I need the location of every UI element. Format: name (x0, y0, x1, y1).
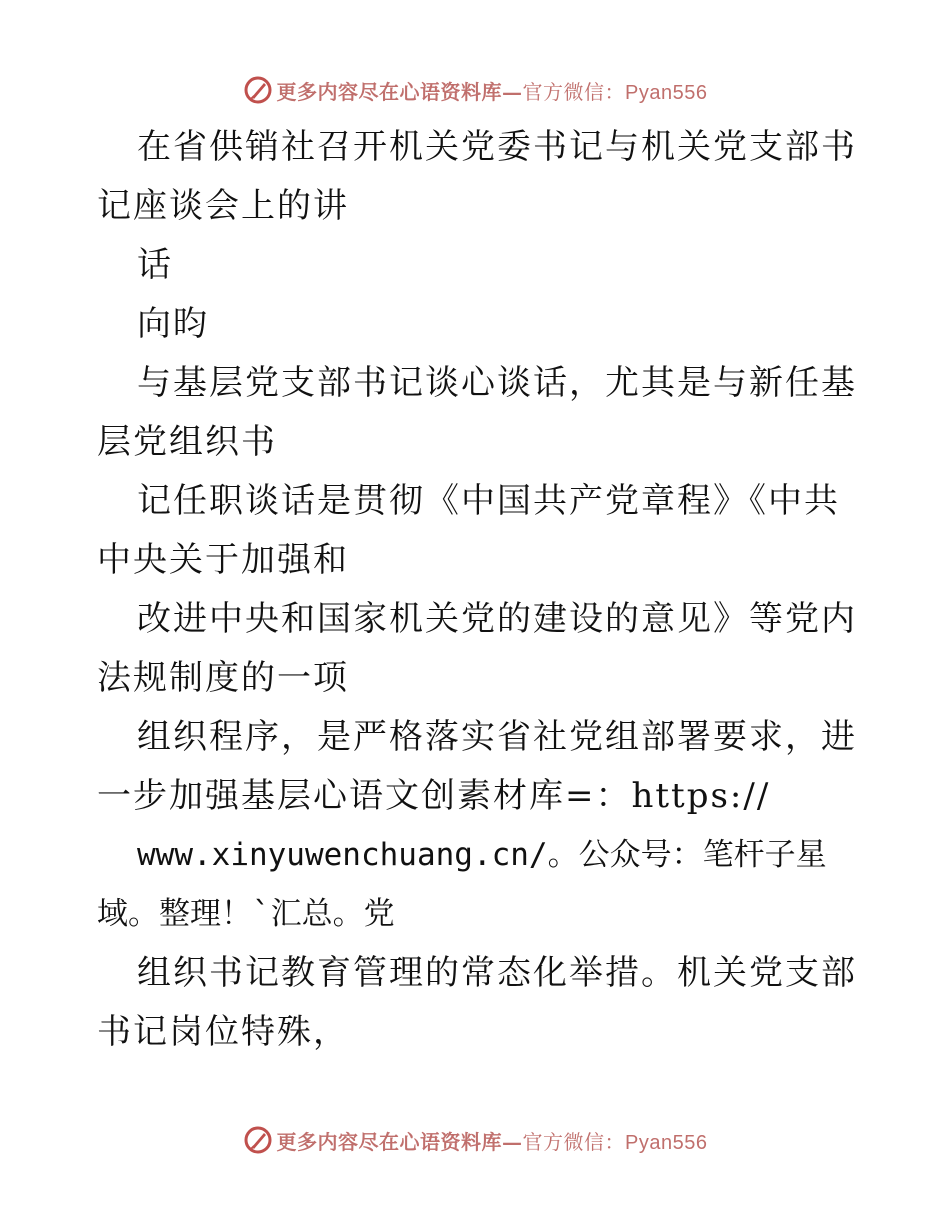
document-body (97, 118, 857, 1062)
quill-logo-icon (243, 75, 273, 105)
banner-main-text: 更多内容尽在心语资料库 (276, 1129, 503, 1154)
paragraph-url: www.xinyuwenchuang.cn/。公众号：笔杆子星域。整理！`汇总。党 (97, 837, 827, 932)
paragraph: 与基层党支部书记谈心谈话，尤其是与新任基层党组织书 (97, 363, 857, 462)
banner-main-text: 更多内容尽在心语资料库 (276, 79, 503, 104)
banner-dash: — (502, 79, 523, 104)
banner-wechat-id: Pyan556 (625, 81, 708, 104)
paragraph-author: 向昀 (137, 304, 209, 344)
banner-wechat-label: 官方微信： (522, 79, 626, 104)
paragraph: 组织程序，是严格落实省社党组部署要求，进一步加强基层心语文创素材库=：https:// (97, 717, 857, 816)
banner-dash: — (502, 1129, 523, 1154)
paragraph: 改进中央和国家机关党的建设的意见》等党内法规制度的一项 (97, 599, 857, 698)
paragraph: 组织书记教育管理的常态化举措。机关党支部书记岗位特殊， (97, 953, 857, 1052)
footer-banner (0, 1120, 950, 1160)
banner-text (277, 1126, 708, 1155)
banner-wechat-label: 官方微信： (522, 1129, 626, 1154)
paragraph: 记任职谈话是贯彻《中国共产党章程》《中共中央关于加强和 (97, 481, 840, 580)
banner-text (277, 76, 708, 105)
quill-logo-icon (243, 1125, 273, 1155)
banner-wechat-id: Pyan556 (625, 1131, 708, 1154)
paragraph-title: 在省供销社召开机关党委书记与机关党支部书记座谈会上的讲 (97, 127, 857, 226)
paragraph-title-cont: 话 (137, 245, 173, 285)
header-banner (0, 70, 950, 110)
